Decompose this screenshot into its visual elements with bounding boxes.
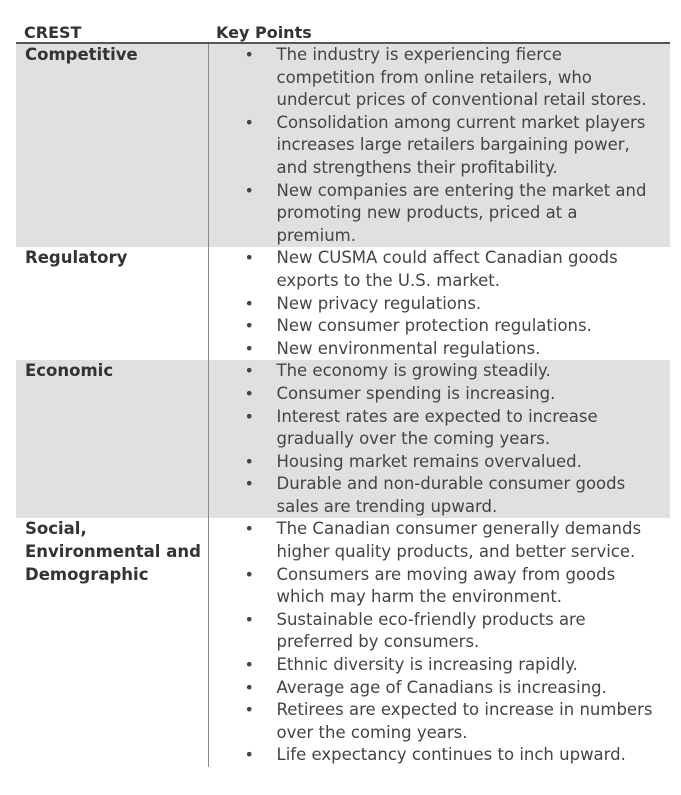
list-item: • Consolidation among current market players increases large retailers bargaining power, and strengthens their profitability. (277, 112, 663, 180)
key-points-cell (208, 518, 670, 767)
list-item: • New environmental regulations. (277, 338, 663, 361)
crest-table (16, 14, 670, 767)
list-item: • The Canadian consumer generally demands higher quality products, and better service. (277, 518, 663, 563)
list-item: • Retirees are expected to increase in numbers over the coming years. (277, 699, 663, 744)
table-row (16, 518, 670, 767)
list-item: • Consumers are moving away from goods which may harm the environment. (277, 564, 663, 609)
table-row (16, 360, 670, 518)
list-item: • Durable and non-durable consumer goods sales are trending upward. (277, 473, 663, 518)
crest-document (16, 14, 670, 767)
header-key-points: Key Points (208, 14, 670, 43)
list-item: • New CUSMA could affect Canadian goods exports to the U.S. market. (277, 247, 663, 292)
category-label: Social, Environmental and Demographic (16, 518, 208, 767)
key-points-cell (208, 247, 670, 360)
category-label: Economic (16, 360, 208, 518)
key-points-cell (208, 360, 670, 518)
table-row (16, 43, 670, 247)
list-item: • Housing market remains overvalued. (277, 451, 663, 474)
list-item: • Consumer spending is increasing. (277, 383, 663, 406)
list-item: • Average age of Canadians is increasing. (277, 677, 663, 700)
table-row (16, 247, 670, 360)
list-item: • New companies are entering the market and promoting new products, priced at a premium. (277, 180, 663, 248)
list-item: • Ethnic diversity is increasing rapidly. (277, 654, 663, 677)
list-item: • Life expectancy continues to inch upward. (277, 744, 663, 767)
key-points-list (209, 360, 663, 518)
category-label: Competitive (16, 43, 208, 247)
key-points-list (209, 247, 663, 360)
list-item: • New consumer protection regulations. (277, 315, 663, 338)
category-label: Regulatory (16, 247, 208, 360)
list-item: • Sustainable eco-friendly products are preferred by consumers. (277, 609, 663, 654)
list-item: • Interest rates are expected to increase gradually over the coming years. (277, 406, 663, 451)
key-points-cell (208, 43, 670, 247)
key-points-list (209, 518, 663, 767)
list-item: • The industry is experiencing fierce competition from online retailers, who undercut prices of conventional retail stores. (277, 44, 663, 112)
list-item: • The economy is growing steadily. (277, 360, 663, 383)
list-item: • New privacy regulations. (277, 293, 663, 316)
header-crest: CREST (16, 14, 208, 43)
header-row (16, 14, 670, 43)
key-points-list (209, 44, 663, 247)
